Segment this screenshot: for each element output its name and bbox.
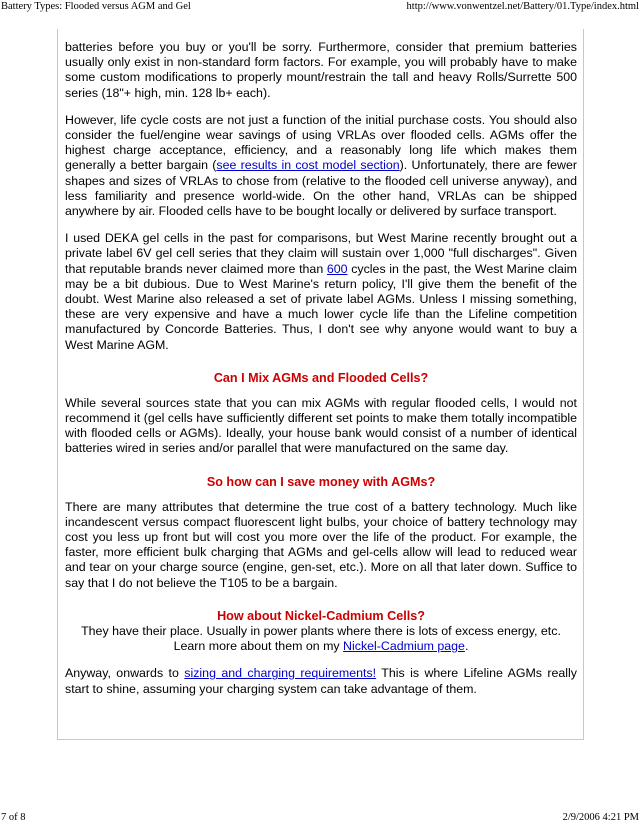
print-header-title: Battery Types: Flooded versus AGM and Gel xyxy=(1,1,191,12)
paragraph-text: This is where Lifeline AGMs really start to shine, assuming your charging system can take advantage of them. xyxy=(65,666,578,696)
nicad-period: . xyxy=(464,639,469,654)
paragraph-mixing: While several sources state that you can mix AGMs with regular flooded cells, I would not recommend it (gel cells have sufficiently different set points to make them totally incompatible with flooded cells or AGMs). Ideally, your house bank would consist of a number of identical batteries wired in series and/or parallel that were manufactured on the same day. xyxy=(65,395,577,456)
paragraph-premium-batteries: batteries before you buy or you'll be sorry. Furthermore, consider that premium batteries usually only exist in non-standard form factors. For example, you will probably have to make some custom modifications to properly mount/restrain the tall and heavy Rolls/Surrette 500 series (18"+ high, min. 128 lb+ each). xyxy=(65,40,577,100)
print-footer-page: 7 of 8 xyxy=(1,812,26,823)
paragraph-deka-gel xyxy=(65,231,577,353)
nicad-text: Learn more about them on my xyxy=(173,639,344,654)
sizing-charging-link[interactable]: sizing and charging requirements! xyxy=(184,666,377,681)
cost-model-link[interactable]: see results in cost model section xyxy=(216,158,400,173)
paragraph-text: I used DEKA gel cells in the past for comparisons, but West Marine recently brought out a private label 6V gel cell series that they claim will sustain over 1,000 "full discharges". Given that reputable brands never claimed more than xyxy=(65,231,577,276)
nicad-line-2 xyxy=(65,639,577,654)
heading-save-money: So how can I save money with AGMs? xyxy=(206,474,436,489)
nickel-cadmium-page-link[interactable]: Nickel-Cadmium page xyxy=(343,639,465,654)
paragraph-text: However, life cycle costs are not just a function of the initial purchase costs. You should also consider the fuel/engine wear savings of using VRLAs over flooded cells. AGMs offer the highest charge acceptance, efficiency, and a reasonably long life which makes them generally a better bargain ( xyxy=(65,112,577,173)
paragraph-text: ). Unfortunately, there are fewer shapes and sizes of VRLAs to chose from (relative to the flooded cell universe anyway), and less familiarity and presence world-wide. On the other hand, VRLAs can be shipped anywhere by air. Flooded cells have to be bought locally or delivered by surface transport. xyxy=(65,158,577,219)
paragraph-true-cost: There are many attributes that determine the true cost of a battery technology. Much like incandescent versus compact fluorescent light bulbs, your choice of battery technology may cost you less up front but will cost you more over the life of the product. For example, the faster, more efficient bulk charging that AGMs and gel-cells allow will lead to reduced wear and tear on your charge source (engine, gen-set, etc.). More on all that later down. Suffice to say that I do not believe the T105 to be a bargain. xyxy=(65,499,577,590)
paragraph-onwards xyxy=(65,666,577,696)
heading-nickel-cadmium: How about Nickel-Cadmium Cells? xyxy=(217,608,425,623)
print-header-url: http://www.vonwentzel.net/Battery/01.Type/index.html xyxy=(406,1,639,12)
article-body xyxy=(65,40,577,709)
article-container xyxy=(57,29,584,740)
paragraph-text: cycles in the past, the West Marine claim may be a bit dubious. Due to West Marine's return policy, I'll give them the benefit of the doubt. West Marine also released a set of private label AGMs. Unless I missing something, these are very expensive and have a much lower cycle life than the Lifeline competition manufactured by Concorde Batteries. Thus, I don't see why anyone would want to buy a West Marine AGM. xyxy=(65,261,577,352)
cycles-600-link[interactable]: 600 xyxy=(326,261,348,276)
paragraph-life-cycle-costs xyxy=(65,113,577,219)
nicad-line-1: They have their place. Usually in power plants where there is lots of excess energy, etc. xyxy=(81,623,561,638)
paragraph-text: Anyway, onwards to xyxy=(65,666,185,681)
print-footer-datetime: 2/9/2006 4:21 PM xyxy=(562,812,639,823)
heading-mix-agms: Can I Mix AGMs and Flooded Cells? xyxy=(213,370,429,385)
